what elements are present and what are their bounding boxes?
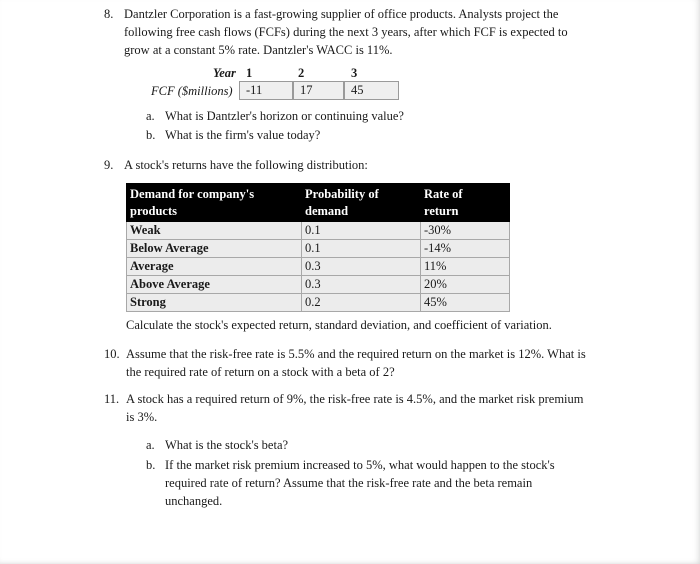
return-distribution-table: [126, 183, 510, 312]
fcf-value-2: 17: [293, 81, 344, 100]
question-number: 8.: [104, 7, 114, 21]
question-number: 9.: [104, 158, 114, 172]
header-demand: [127, 184, 302, 222]
text-line: A stock has a required return of 9%, the risk-free rate is 4.5%, and the market risk premium: [126, 392, 584, 406]
question-text: A stock's returns have the following distribution:: [124, 158, 368, 172]
year-2: 2: [298, 66, 305, 80]
text-line: grow at a constant 5% rate. Dantzler's WACC is 11%.: [124, 43, 393, 57]
demand-cell: Weak: [127, 222, 302, 240]
probability-cell: 0.1: [302, 240, 421, 258]
fcf-value-1: -11: [239, 81, 293, 100]
return-cell: 11%: [421, 258, 510, 276]
part-text: What is Dantzler's horizon or continuing value?: [165, 109, 404, 123]
table-row: [127, 276, 510, 294]
part-text: What is the firm's value today?: [165, 128, 321, 142]
header-line: Rate of: [424, 187, 463, 201]
text-line: Dantzler Corporation is a fast-growing supplier of office products. Analysts project the: [124, 7, 559, 21]
question-number: 10.: [104, 347, 120, 361]
return-cell: 45%: [421, 294, 510, 312]
fcf-label: FCF ($millions): [151, 84, 233, 98]
text-line: Assume that the risk-free rate is 5.5% and the required return on the market is 12%. What is: [126, 347, 586, 361]
question-text: [126, 390, 584, 426]
demand-cell: Strong: [127, 294, 302, 312]
text-line: unchanged.: [165, 494, 223, 508]
return-cell: -14%: [421, 240, 510, 258]
probability-cell: 0.2: [302, 294, 421, 312]
text-line: is 3%.: [126, 410, 158, 424]
probability-cell: 0.3: [302, 276, 421, 294]
probability-cell: 0.3: [302, 258, 421, 276]
part-letter: b.: [146, 128, 156, 142]
year-1: 1: [246, 66, 253, 80]
return-cell: 20%: [421, 276, 510, 294]
text-line: the required rate of return on a stock with a beta of 2?: [126, 365, 395, 379]
demand-cell: Above Average: [127, 276, 302, 294]
header-return: [421, 184, 510, 222]
header-probability: [302, 184, 421, 222]
part-letter: b.: [146, 458, 156, 472]
text-line: If the market risk premium increased to 5%, what would happen to the stock's: [165, 458, 555, 472]
part-text: What is the stock's beta?: [165, 438, 289, 452]
header-line: return: [424, 204, 459, 218]
header-line: Probability of: [305, 187, 379, 201]
table-header-row: [127, 184, 510, 222]
probability-cell: 0.1: [302, 222, 421, 240]
year-3: 3: [351, 66, 358, 80]
header-line: Demand for company's: [130, 187, 255, 201]
question-text: [124, 5, 568, 59]
table-row: [127, 258, 510, 276]
question-followup: Calculate the stock's expected return, standard deviation, and coefficient of variation.: [126, 318, 552, 332]
demand-cell: Below Average: [127, 240, 302, 258]
fcf-value-3: 45: [344, 81, 399, 100]
table-row: [127, 240, 510, 258]
text-line: required rate of return? Assume that the risk-free rate and the beta remain: [165, 476, 533, 490]
table-row: [127, 294, 510, 312]
table-row: [127, 222, 510, 240]
year-label: Year: [213, 66, 236, 80]
part-text: [165, 456, 555, 510]
demand-cell: Average: [127, 258, 302, 276]
question-number: 11.: [104, 392, 120, 406]
header-line: products: [130, 204, 178, 218]
question-text: [126, 345, 586, 381]
part-letter: a.: [146, 438, 155, 452]
text-line: following free cash flows (FCFs) during the next 3 years, after which FCF is expected to: [124, 25, 568, 39]
part-letter: a.: [146, 109, 155, 123]
return-cell: -30%: [421, 222, 510, 240]
header-line: demand: [305, 204, 349, 218]
